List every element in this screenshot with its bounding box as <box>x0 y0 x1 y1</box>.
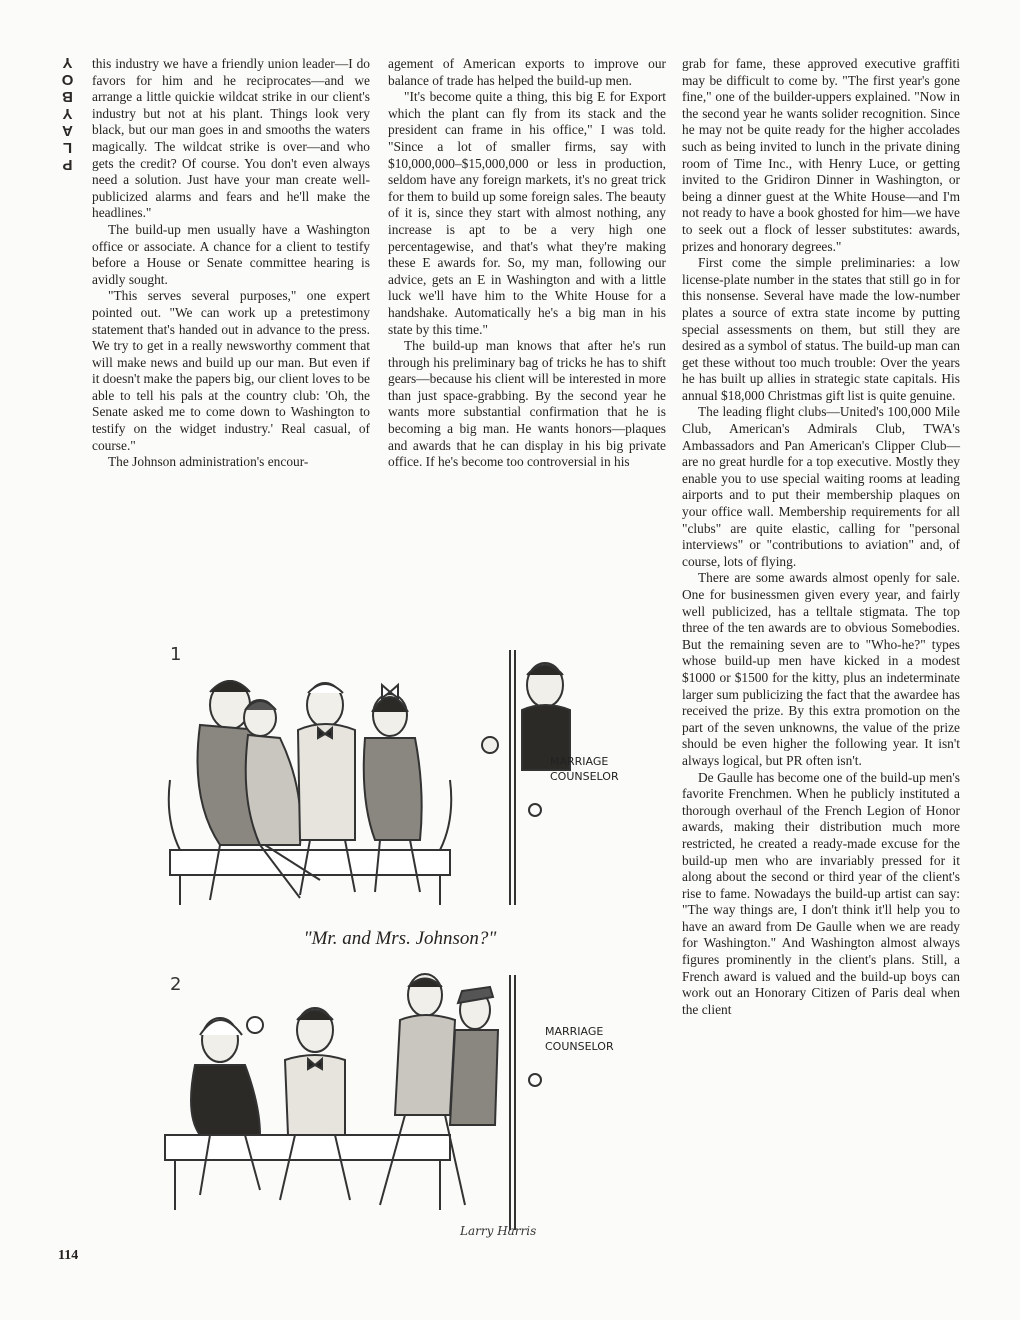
paragraph: The build-up man knows that after he's run through his preliminary bag of tricks he has to shift gears—because his client will be interested in more than just space-grabbing. By the second year he wants more substantial confirmation that he is becoming a big man. He wants honors—plaques and awards that he can display in his big private office. If he's become too controversial in his <box>388 338 666 470</box>
paragraph: There are some awards almost openly for sale. One for businessmen given every year, and fairly well publicized, has a telltale stigmata. The top three of the ten awards are to obvious Somebodies. But the remaining seven are to "Who-he?" types whose build-up men have kicked in a modest $1000 or $1500 for the kitty, plus an indeterminate larger sum publicizing the fact that the awardee has received the prize. By this extra promotion on the part of the seven unknowns, the value of the prize should be even higher the following year. It isn't always logical, but PR often isn't. <box>682 570 960 768</box>
door-sign-line2: COUNSELOR <box>545 1040 614 1053</box>
text-column-2 <box>388 56 666 471</box>
page-number: 114 <box>58 1248 79 1263</box>
paragraph: grab for fame, these approved executive graffiti may be difficult to come by. "The first year's gone fine," one of the builder-uppers explained. "Now in the second year he wants solider recognition. Since he may not be quite ready for the higher accolades such as being invited to lunch in the private dining room of Time Inc., with Henry Luce, or getting invited to the Gridiron Dinner in Washington, or being a dinner guest at the White House—and I'm not ready to have a book ghosted for him—we have to seek out a flock of lesser substitutes: awards, prizes and honorary degrees." <box>682 56 960 254</box>
paragraph: The build-up men usually have a Washington office or associate. A chance for a client to testify before a House or Senate committee hearing is avidly sought. <box>92 221 370 287</box>
paragraph: agement of American exports to improve our balance of trade has helped the build-up men. <box>388 56 666 88</box>
door-sign-line1: MARRIAGE <box>545 1025 604 1038</box>
paragraph: First come the simple preliminaries: a low license-plate number in the states that still go in for this nonsense. Several have made the low-number plates a source of extra state income by putting special assessments on them, but still they are desired as a symbol of status. The build-up man can get these without too much trouble: Over the years he has built up allies in strategic state capitals. His annual $18,000 Christmas gift list is quite genuine. <box>682 255 960 403</box>
paragraph: "It's become quite a thing, this big E for Export which the plant can fly from its stack and the president can frame in his office," I was told. "Since a lot of smaller firms, say with $10,000,000–$15,000,000 or less in production, seldom have any foreign markets, it's no great trick for them to build up some foreign sales. The beauty of it is, since they start with almost nothing, any increase is apt to be a very high one percentagewise, and that's what they're making these E awards for. So, my man, following our advice, gets an E in Washington and with a little luck we'll have him to the White House for a handshake. Automatically he's a big man in his state by this time." <box>388 89 666 337</box>
door-sign-line1: MARRIAGE <box>550 755 609 768</box>
text-column-1 <box>92 56 370 471</box>
paragraph: De Gaulle has become one of the build-up men's favorite Frenchmen. When he publicly instituted a thorough overhaul of the French Legion of Honor awards, making their distribution much more restricted, he created a ready-made excuse for the build-up men who are invariably pressed for it along about the second or third year of the client's rise to fame. Nowadays the build-up artist can say: "The way things are, I don't think it'll help you to have an award from De Gaulle when we are ready for Washington." And Washington almost always figures prominently in the client's plans. Still, a French award is valued and the build-up boys can work out an Honorary Citizen of Paris deal when the client <box>682 769 960 1017</box>
text-column-3 <box>682 56 960 1018</box>
paragraph: this industry we have a friendly union leader—I do favors for him and he reciprocates—and we arrange a little quickie wildcat strike in our client's industry but not at his plant. Things look very black, but our man goes in and smooths the waters magically. The wildcat strike is over—and who gets the credit? Of course. You don't even always need a solution. Just have your man create well-publicized alarms and fears and he'll make the headlines." <box>92 56 370 221</box>
panel-number: 2 <box>170 974 182 995</box>
artist-signature: Larry Harris <box>460 1224 537 1238</box>
cartoon-panel-2 <box>150 965 650 1245</box>
door-sign-line2: COUNSELOR <box>550 770 619 783</box>
panel-number: 1 <box>170 644 182 665</box>
magazine-name: PLAYBOY <box>59 54 76 173</box>
paragraph: "This serves several purposes," one expert pointed out. "We can work up a pretestimony statement that's handed out in advance to the press. We try to get in a really newsworthy comment that will make news and build up our man. But even if it doesn't make the papers big, our client loves to be able to tell his pals at the country club: 'Oh, the Senate asked me to come down to Washington to testify on the widget industry.' Real casual, of course." <box>92 288 370 453</box>
cartoon-caption: "Mr. and Mrs. Johnson?" <box>303 928 497 949</box>
paragraph: The leading flight clubs—United's 100,000 Mile Club, American's Admirals Club, TWA's Ambassadors and Pan American's Clipper Club—are no great hurdle for a top executive. Mostly they enable you to use special waiting rooms at leading airports and to put their membership plaques on your office wall. Membership requirements for all "clubs" are quite elastic, calling for "personal interviews" or "contributions to aviation" and, of course, lots of flying. <box>682 404 960 569</box>
cartoon-panel-1 <box>150 630 650 920</box>
paragraph: The Johnson administration's encour- <box>108 454 309 470</box>
